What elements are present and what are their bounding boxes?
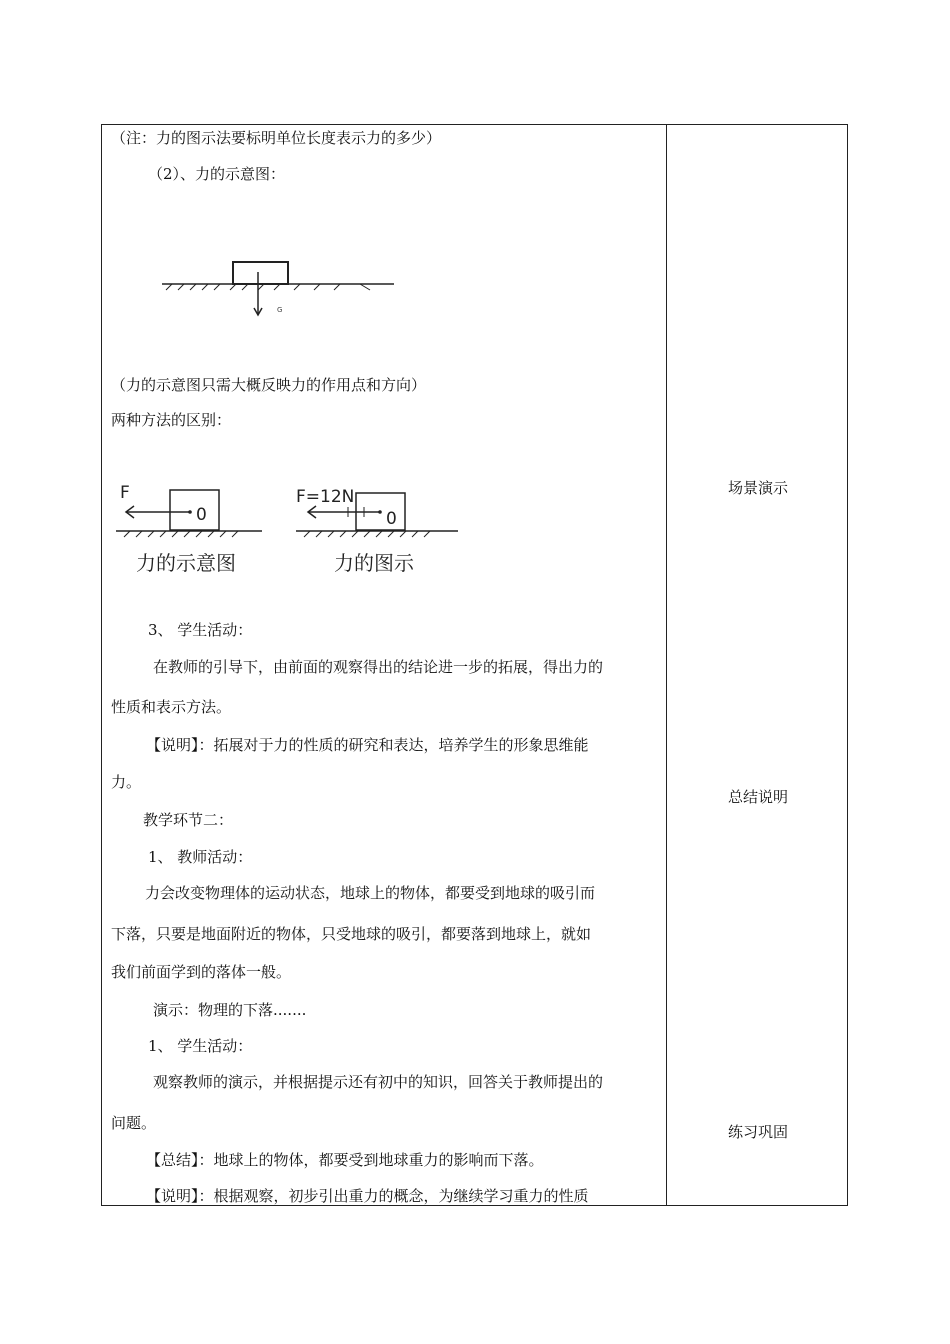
demo-line: 演示：物理的下落....... — [153, 1001, 307, 1019]
difference-heading: 两种方法的区别： — [111, 411, 232, 429]
item3-line2: 性质和表示方法。 — [111, 698, 232, 716]
item3-heading: 3、 学生活动： — [148, 621, 253, 639]
side-label-practice: 练习巩固 — [727, 1123, 788, 1141]
student-line2: 问题。 — [111, 1114, 157, 1132]
item3-note-line2: 力。 — [111, 773, 142, 791]
note-schematic: （力的示意图只需大概反映力的作用点和方向） — [111, 376, 427, 394]
caption-diagram: 力的图示 — [334, 551, 414, 575]
teacher-line2: 下落，只要是地面附近的物体，只受地球的吸引，都要落到地球上，就如 — [111, 925, 592, 943]
student-line1: 观察教师的演示，并根据提示还有初中的知识，回答关于教师提出的 — [153, 1073, 604, 1091]
point-label-right: 0 — [386, 509, 397, 529]
comparison-diagram — [292, 480, 467, 580]
final-note-line: 【说明】：根据观察，初步引出重力的概念，为继续学习重力的性质 — [146, 1187, 589, 1205]
section2-heading: 教学环节二： — [143, 811, 234, 829]
teacher-line3: 我们前面学到的落体一般。 — [111, 963, 292, 981]
force-label-f: F — [120, 483, 130, 503]
note-unit: （注：力的图示法要标明单位长度表示力的多少） — [111, 129, 442, 147]
comparison-schematic — [112, 480, 272, 580]
force-label-12n: F=12N — [296, 487, 355, 507]
side-label-summary: 总结说明 — [727, 788, 788, 806]
item3-note-line1: 【说明】：拓展对于力的性质的研究和表达，培养学生的形象思维能 — [146, 736, 589, 754]
summary-line: 【总结】：地球上的物体，都要受到地球重力的影响而下落。 — [146, 1151, 544, 1169]
teacher-heading: 1、 教师活动： — [148, 848, 253, 866]
column-divider — [666, 124, 667, 1206]
schematic-figure — [160, 258, 400, 320]
side-label-scene-demo: 场景演示 — [727, 479, 788, 497]
student-heading: 1、 学生活动： — [148, 1037, 253, 1055]
point-label-left: 0 — [196, 505, 207, 525]
heading-schematic: （2）、力的示意图： — [148, 165, 286, 183]
item3-line1: 在教师的引导下，由前面的观察得出的结论进一步的拓展，得出力的 — [153, 658, 604, 676]
teacher-line1: 力会改变物理体的运动状态，地球上的物体，都要受到地球的吸引而 — [145, 884, 596, 902]
gravity-label: G — [277, 306, 283, 314]
caption-schematic: 力的示意图 — [136, 551, 236, 575]
